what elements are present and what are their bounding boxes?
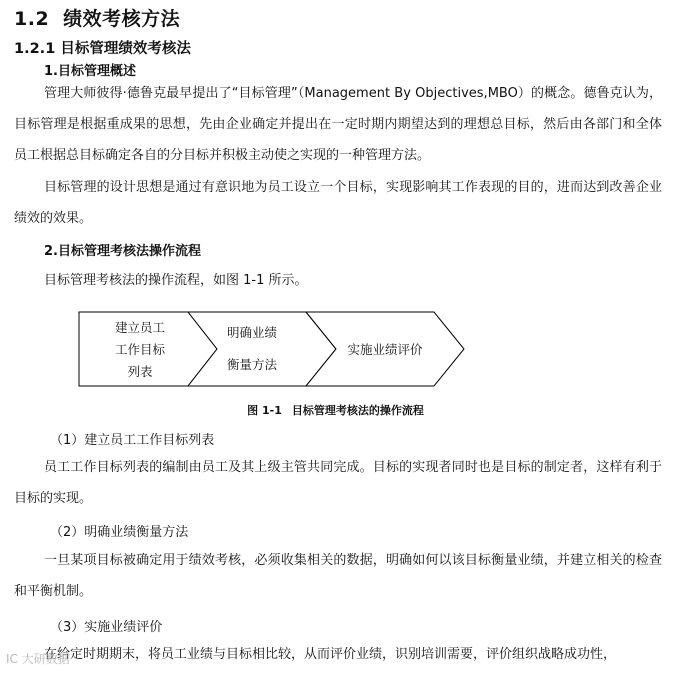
heading-number: 1.2 [14, 8, 50, 30]
step-2-body: 一旦某项目标被确定用于绩效考核，必须收集相关的数据，明确如何以该目标衡量业绩，并建立相关的检查和平衡机制。 [14, 553, 662, 599]
figure-caption [0, 402, 681, 418]
flow-step-3-line-1: 实施业绩评价 [347, 342, 423, 357]
step-3-title: （3）实施业绩评价 [50, 620, 163, 635]
figure-label: 图 1-1 [247, 404, 282, 417]
section-2-title: 2.目标管理考核法操作流程 [44, 244, 201, 259]
step-3-body: 在给定时期期末，将员工业绩与目标相比较，从而评价业绩，识别培训需要，评价组织战略成功性， [44, 647, 617, 662]
flow-step-2-line-2: 衡量方法 [226, 357, 278, 372]
figure-title: 目标管理考核法的操作流程 [291, 404, 424, 417]
heading-title: 绩效考核方法 [63, 8, 181, 30]
flow-step-1-line-2: 工作目标 [114, 342, 166, 357]
section-1-paragraph-1: 管理大师彼得·德鲁克最早提出了“目标管理”（Management By Objectives,MBO）的概念。德鲁克认为，目标管理是根据重成果的思想，先由企业确定并提出在一定时期内期望达到的理想总目标，然后由各部门和全体员工根据总目标确定各自的分目标并积极主动使之实现的一种管理方法。 [14, 86, 662, 163]
flow-step-1-line-3: 列表 [127, 364, 153, 379]
section-2-intro: 目标管理考核法的操作流程，如图 1-1 所示。 [44, 273, 308, 288]
step-1-title: （1）建立员工工作目标列表 [50, 433, 215, 448]
step-1-body: 员工工作目标列表的编制由员工及其上级主管共同完成。目标的实现者同时也是目标的制定者，这样有利于目标的实现。 [14, 460, 662, 506]
heading-level-2: 1.2.1 目标管理绩效考核法 [14, 41, 191, 57]
flow-step-1-line-1: 建立员工 [114, 320, 166, 335]
watermark: IC 大研数据 [6, 652, 70, 666]
section-1-paragraph-2: 目标管理的设计思想是通过有意识地为员工设立一个目标，实现影响其工作表现的目的，进而达到改善企业绩效的效果。 [14, 180, 662, 226]
step-2-title: （2）明确业绩衡量方法 [50, 525, 189, 540]
flow-step-2-line-1: 明确业绩 [226, 325, 278, 340]
section-1-title: 1.目标管理概述 [44, 64, 136, 79]
